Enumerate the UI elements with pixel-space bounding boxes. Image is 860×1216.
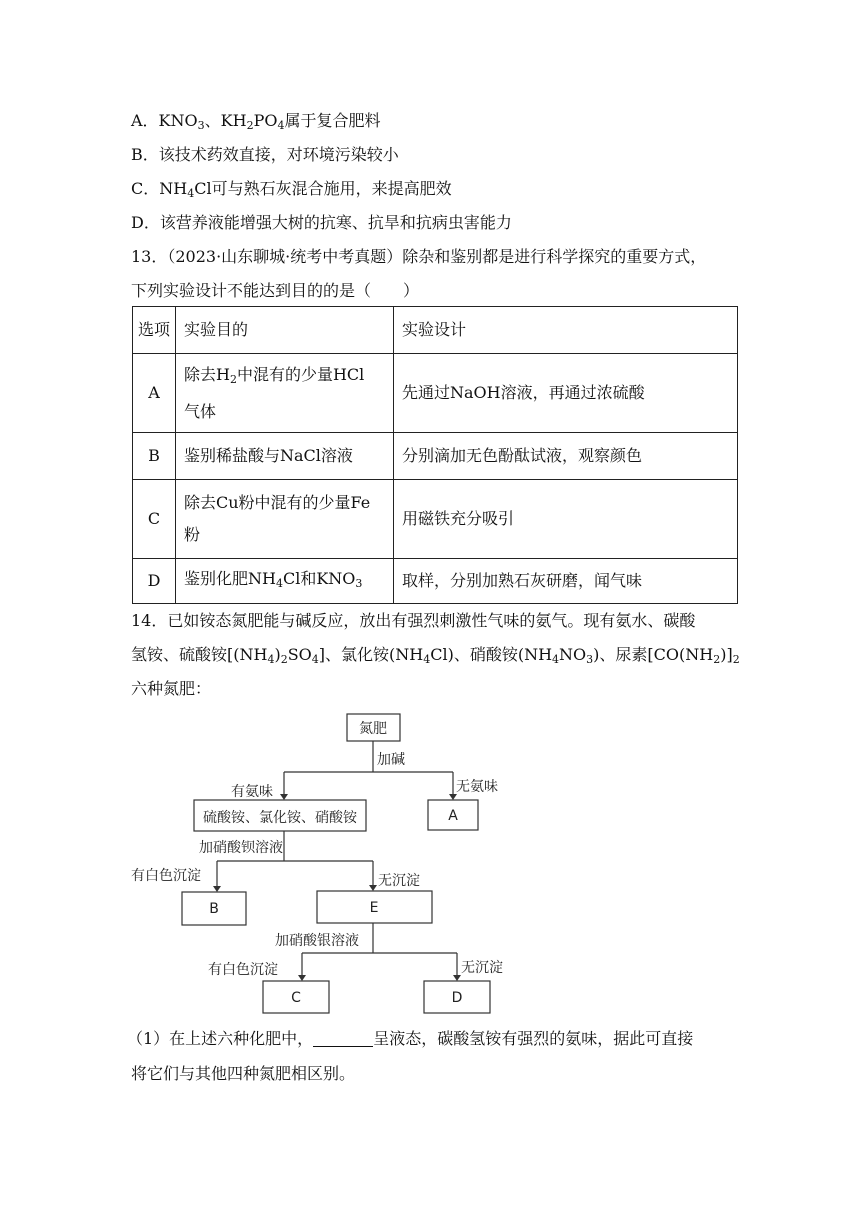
flow-box-c-label: C xyxy=(291,990,301,1006)
q14-sub1-line2: 将它们与其他四种氮肥相区别。 xyxy=(131,1064,356,1083)
flow-no-ammonia: 无氨味 xyxy=(456,779,498,795)
row-design: 先通过NaOH溶液，再通过浓硫酸 xyxy=(394,354,738,433)
row-option: B xyxy=(133,433,176,480)
option-c: C．$NH_4Cl$可与熟石灰混合施用，来提高肥效 xyxy=(131,179,452,200)
row-design: 分别滴加无色酚酞试液，观察颜色 xyxy=(394,433,738,480)
answer-blank[interactable] xyxy=(313,1030,373,1047)
flow-box-b-label: B xyxy=(209,901,219,917)
arrowhead xyxy=(213,886,221,892)
flow-add-ba: 加硝酸钡溶液 xyxy=(199,840,283,856)
header-aim: 实验目的 xyxy=(176,307,394,354)
arrowhead xyxy=(369,885,377,891)
header-design: 实验设计 xyxy=(394,307,738,354)
row-option: C xyxy=(133,480,176,559)
flow-root-label: 氮肥 xyxy=(359,721,387,737)
row-aim: 除去Cu粉中混有的少量Fe 粉 xyxy=(176,480,394,559)
arrowhead xyxy=(280,794,288,800)
q13-stem-line1: 13．（2023·山东聊城·统考中考真题）除杂和鉴别都是进行科学探究的重要方式， xyxy=(131,247,707,266)
flow-no-ppt-2: 无沉淀 xyxy=(461,960,503,976)
row-aim: 鉴别化肥$NH_4Cl$和$KNO_3$ xyxy=(176,559,394,604)
flow-white-ppt-1: 有白色沉淀 xyxy=(131,868,201,884)
q14-stem-line3: 六种氮肥： xyxy=(131,679,212,698)
row-design: 用磁铁充分吸引 xyxy=(394,480,738,559)
flow-has-ammonia: 有氨味 xyxy=(231,784,273,800)
arrowhead xyxy=(298,975,306,981)
option-a: A．$KNO_3$、$KH_2PO_4$属于复合肥料 xyxy=(131,111,381,132)
row-aim: 除去$H_2$中混有的少量HCl 气体 xyxy=(176,354,394,433)
flow-group-label: 硫酸铵、氯化铵、硝酸铵 xyxy=(203,810,357,826)
flow-add-base: 加碱 xyxy=(377,752,405,768)
q14-stem-line1: 14．已如铵态氮肥能与碱反应，放出有强烈刺激性气味的氨气。现有氨水、碳酸 xyxy=(131,611,696,630)
row-aim: 鉴别稀盐酸与NaCl溶液 xyxy=(176,433,394,480)
arrowhead xyxy=(453,975,461,981)
row-option: D xyxy=(133,559,176,604)
option-d: D．该营养液能增强大树的抗寒、抗旱和抗病虫害能力 xyxy=(131,213,512,232)
q14-stem-line2: 氢铵、硫酸铵$[(NH_4)_2SO_4]$、氯化铵$(NH_4Cl)$、硝酸铵$(NH_4NO_3)$、尿素$[CO(NH_2)]_2$ xyxy=(131,645,740,666)
flow-add-ag: 加硝酸银溶液 xyxy=(275,933,359,949)
q13-stem-line2: 下列实验设计不能达到目的的是（ ） xyxy=(131,281,420,300)
row-design: 取样，分别加熟石灰研磨，闻气味 xyxy=(394,559,738,604)
row-option: A xyxy=(133,354,176,433)
flow-box-d-label: D xyxy=(451,990,463,1006)
flow-white-ppt-2: 有白色沉淀 xyxy=(208,962,278,978)
header-option: 选项 xyxy=(133,307,176,354)
q14-sub1-line1: （1）在上述六种化肥中， 呈液态，碳酸氢铵有强烈的氨味，据此可直接 xyxy=(127,1029,694,1048)
flow-box-e-label: E xyxy=(369,900,379,916)
flow-no-ppt-1: 无沉淀 xyxy=(378,873,420,889)
option-b: B．该技术药效直接，对环境污染较小 xyxy=(131,145,399,164)
flow-box-a-label: A xyxy=(448,808,458,824)
